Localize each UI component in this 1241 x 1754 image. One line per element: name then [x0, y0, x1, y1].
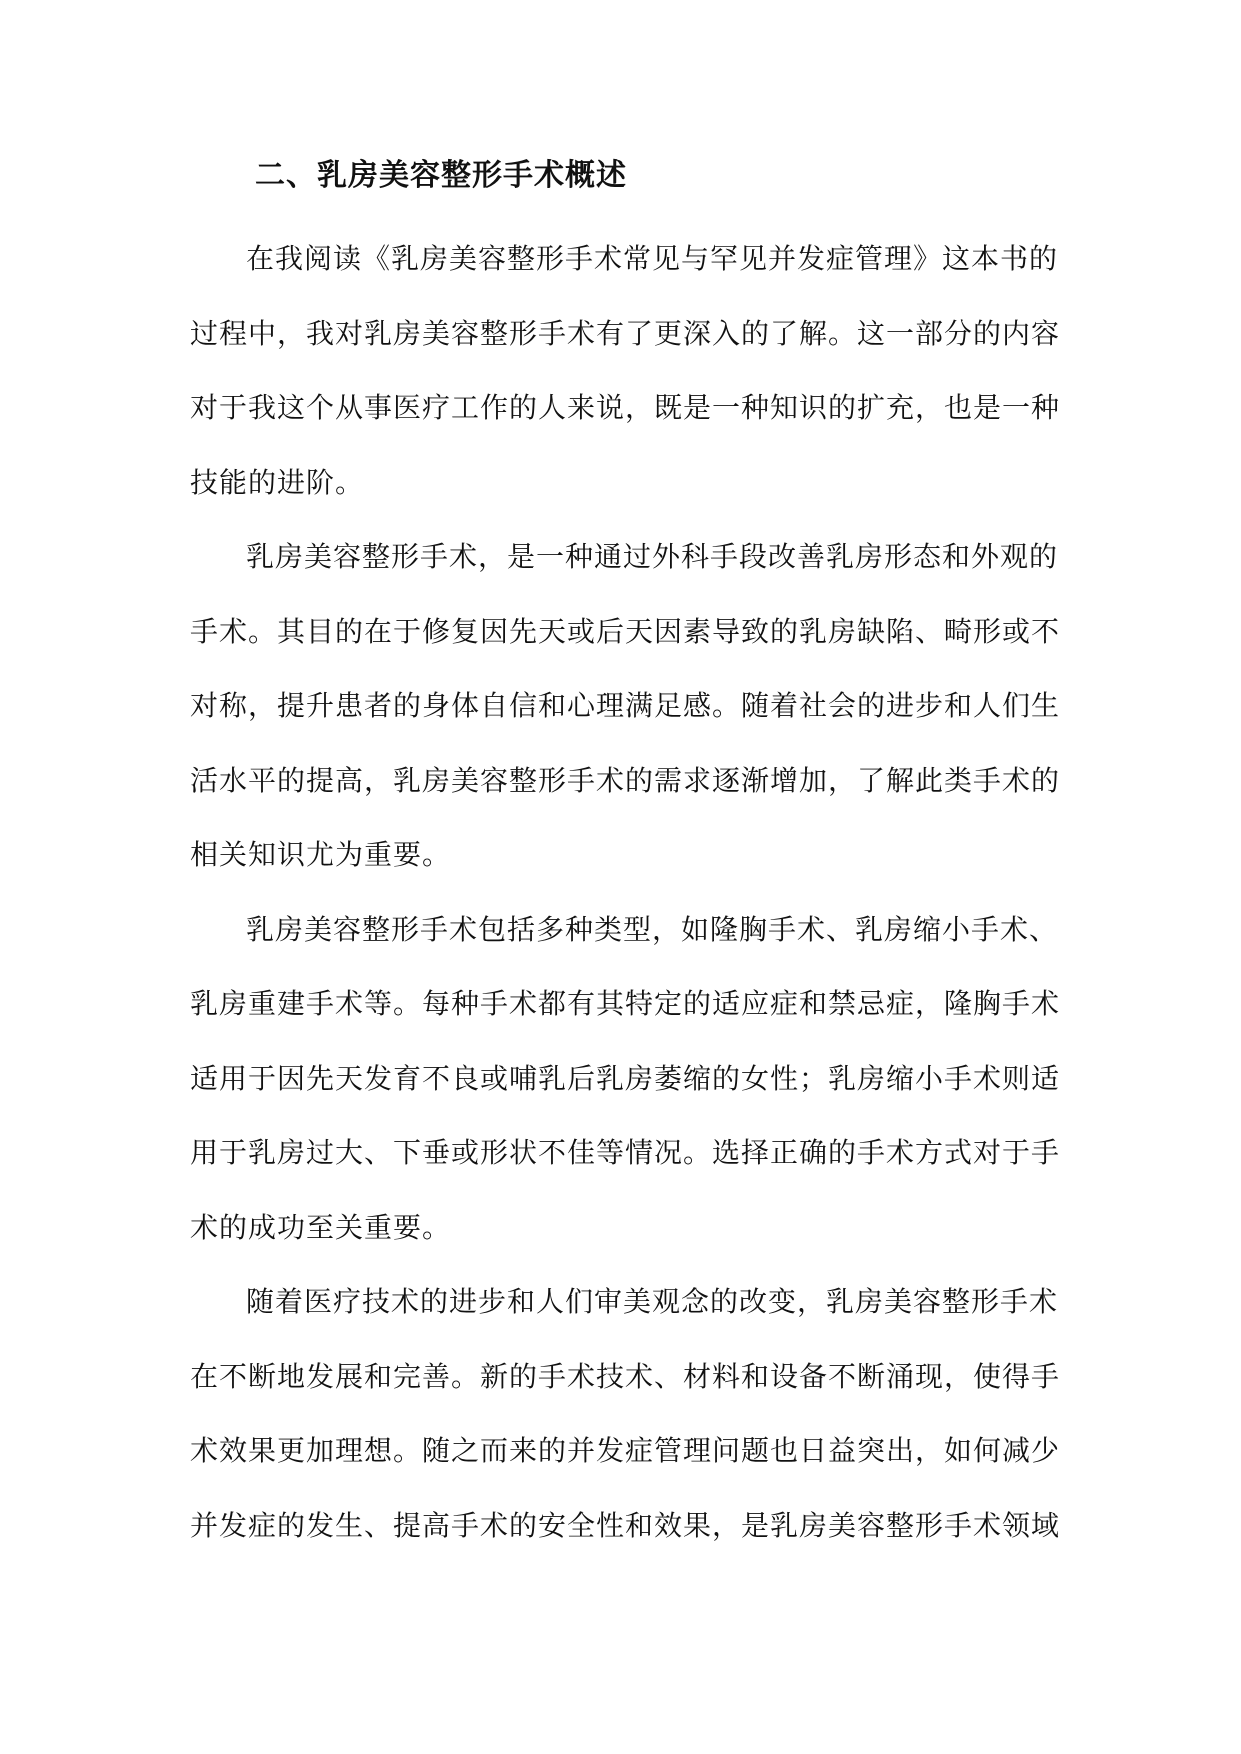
- section-heading: 二、乳房美容整形手术概述: [255, 158, 627, 193]
- text-line: 并发症的发生、提高手术的安全性和效果，是乳房美容整形手术领域: [190, 1508, 1061, 1542]
- text-line: 乳房美容整形手术包括多种类型，如隆胸手术、乳房缩小手术、: [246, 912, 1059, 946]
- text-line: 术效果更加理想。随之而来的并发症管理问题也日益突出，如何减少: [190, 1434, 1061, 1467]
- paragraph-2: [190, 526, 1060, 899]
- text-line: 乳房重建手术等。每种手术都有其特定的适应症和禁忌症，隆胸手术: [190, 987, 1061, 1020]
- text-line: 相关知识尤为重要。: [190, 838, 452, 871]
- text-line: 在我阅读《乳房美容整形手术常见与罕见并发症管理》这本书的: [246, 242, 1059, 275]
- paragraph-1: [190, 228, 1060, 526]
- paragraph-4: [190, 1271, 1060, 1569]
- text-line: 随着医疗技术的进步和人们审美观念的改变，乳房美容整形手术: [246, 1285, 1059, 1318]
- body-text: [190, 228, 1060, 1569]
- text-line: 适用于因先天发育不良或哺乳后乳房萎缩的女性；乳房缩小手术则适: [190, 1061, 1061, 1095]
- text-line: 手术。其目的在于修复因先天或后天因素导致的乳房缺陷、畸形或不: [190, 614, 1061, 648]
- text-line: 术的成功至关重要。: [190, 1210, 452, 1244]
- text-line: 乳房美容整形手术，是一种通过外科手段改善乳房形态和外观的: [246, 540, 1059, 573]
- text-line: 在不断地发展和完善。新的手术技术、材料和设备不断涌现，使得手: [190, 1359, 1061, 1393]
- text-line: 对称，提升患者的身体自信和心理满足感。随着社会的进步和人们生: [190, 689, 1061, 722]
- paragraph-3: [190, 899, 1060, 1272]
- text-line: 对于我这个从事医疗工作的人来说，既是一种知识的扩充，也是一种: [190, 391, 1061, 424]
- text-line: 活水平的提高，乳房美容整形手术的需求逐渐增加，了解此类手术的: [190, 763, 1061, 797]
- text-line: 过程中，我对乳房美容整形手术有了更深入的了解。这一部分的内容: [190, 316, 1061, 350]
- text-line: 用于乳房过大、下垂或形状不佳等情况。选择正确的手术方式对于手: [190, 1136, 1061, 1169]
- text-line: 技能的进阶。: [190, 465, 365, 499]
